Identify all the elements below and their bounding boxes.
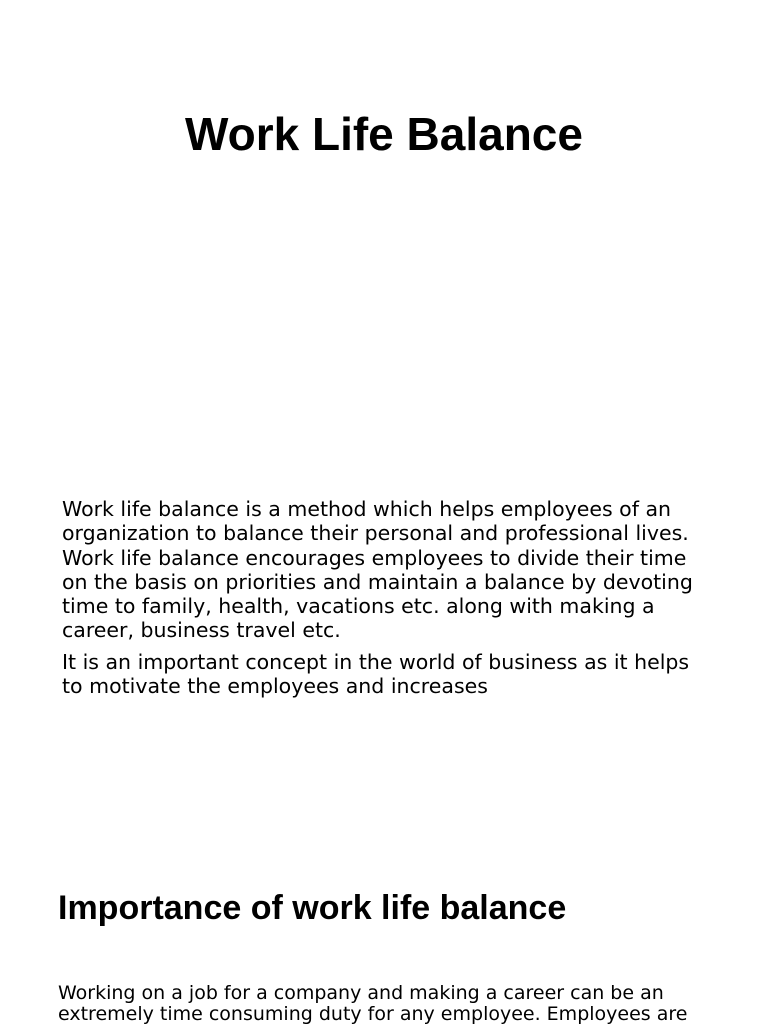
section-heading-importance: Importance of work life balance (58, 889, 567, 927)
intro-paragraph-1: Work life balance is a method which helps employees of an organization to balance their personal and professional lives. Work life balance encourages employees to divide their time on the basis on priorities and maintain a balance by devoting time to family, health, vacations etc. along with making a career, business travel etc. (62, 497, 693, 643)
intro-text-block (62, 497, 712, 698)
importance-paragraph: Working on a job for a company and making a career can be an extremely time consuming duty for any employee. Employees are (58, 982, 688, 1025)
page-title: Work Life Balance (185, 108, 583, 160)
intro-paragraph-2: It is an important concept in the world of business as it helps to motivate the employees and increases (62, 649, 690, 699)
